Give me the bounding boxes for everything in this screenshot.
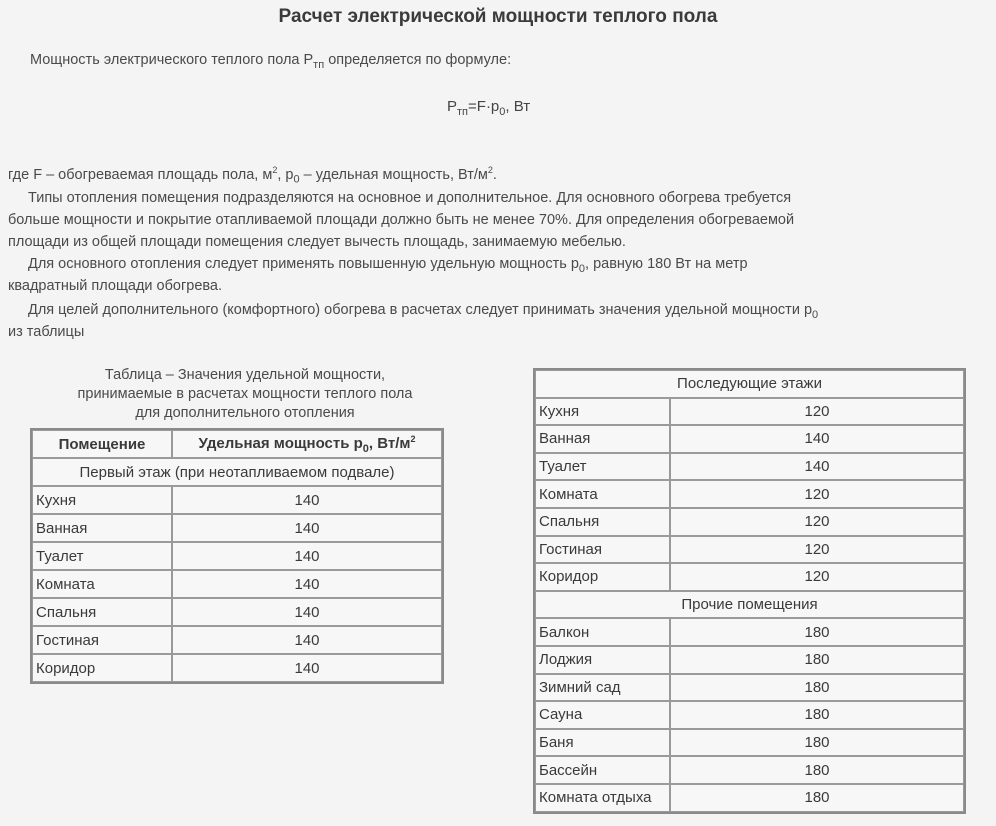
extra-heating-line-2: из таблицы <box>8 324 85 340</box>
power-value: 180 <box>670 618 964 646</box>
room-name: Зимний сад <box>535 674 670 702</box>
other-rooms-rows <box>535 618 964 811</box>
extra-heating-line-1 <box>28 302 818 321</box>
extra-heating-text: Для целей дополнительного (комфортного) обогрева в расчетах следует принимать значения удельной мощности p <box>28 302 813 318</box>
room-name: Баня <box>535 729 670 757</box>
where-paragraph <box>8 165 497 186</box>
intro-paragraph <box>30 52 511 71</box>
main-heating-line-2: квадратный площади обогрева. <box>8 278 223 294</box>
table-row <box>535 536 964 564</box>
power-value: 140 <box>670 453 964 481</box>
section-next-floors: Последующие этажи <box>535 370 964 398</box>
room-name: Лоджия <box>535 646 670 674</box>
room-name: Кухня <box>32 486 172 514</box>
section-row <box>535 370 964 398</box>
page-title: Расчет электрической мощности теплого пола <box>278 6 718 27</box>
table-row <box>32 626 442 654</box>
heating-types-line-2: больше мощности и покрытие отапливаемой площади должно быть не менее 70%. Для определения обогреваемой <box>8 212 795 228</box>
formula-mid: =F·p <box>468 98 500 115</box>
room-name: Комната <box>535 480 670 508</box>
table-row <box>32 570 442 598</box>
table-header-row <box>32 430 442 458</box>
room-name: Сауна <box>535 701 670 729</box>
where-mid: , p <box>277 166 294 183</box>
table-row <box>535 453 964 481</box>
header-power-unit: , Вт/м <box>368 434 411 452</box>
room-name: Бассейн <box>535 756 670 784</box>
room-name: Гостиная <box>535 536 670 564</box>
formula-unit: , Вт <box>505 98 531 115</box>
power-value: 120 <box>670 398 964 426</box>
table-row <box>535 563 964 591</box>
room-name: Спальня <box>535 508 670 536</box>
table-row <box>535 701 964 729</box>
intro-text: Мощность электрического теплого пола P <box>30 52 314 68</box>
section-first-floor: Первый этаж (при неотапливаемом подвале) <box>32 458 442 486</box>
section-row <box>535 591 964 619</box>
room-name: Комната отдыха <box>535 784 670 812</box>
intro-subscript: тп <box>313 58 325 71</box>
table-row <box>32 654 442 682</box>
main-heating-line-1 <box>28 256 748 275</box>
heating-types-line-1: Типы отопления помещения подразделяются на основное и дополнительное. Для основного обогрева требуется <box>28 190 792 206</box>
room-name: Ванная <box>535 425 670 453</box>
main-heating-text-end: , равную 180 Вт на метр <box>585 256 748 272</box>
power-value: 140 <box>172 514 442 542</box>
section-other-rooms: Прочие помещения <box>535 591 964 619</box>
power-value: 180 <box>670 646 964 674</box>
room-name: Туалет <box>32 542 172 570</box>
caption-line-2: принимаемые в расчетах мощности теплого пола <box>77 386 413 402</box>
table-row <box>32 598 442 626</box>
where-p0-sub: 0 <box>293 173 300 186</box>
table-row <box>535 480 964 508</box>
header-room: Помещение <box>32 430 172 458</box>
where-text: где F – обогреваемая площадь пола, м <box>8 166 273 183</box>
room-name: Спальня <box>32 598 172 626</box>
power-value: 120 <box>670 536 964 564</box>
section-row <box>32 458 442 486</box>
other-floors-table <box>533 368 966 814</box>
table-row <box>535 425 964 453</box>
power-value: 180 <box>670 784 964 812</box>
room-name: Коридор <box>32 654 172 682</box>
power-value: 140 <box>172 542 442 570</box>
room-name: Комната <box>32 570 172 598</box>
header-power-sub: 0 <box>362 442 369 455</box>
power-formula <box>447 98 530 118</box>
room-name: Гостиная <box>32 626 172 654</box>
table-row <box>535 784 964 812</box>
formula-p-sub: тп <box>457 106 469 118</box>
next-floors-rows <box>535 398 964 591</box>
table-row <box>32 514 442 542</box>
power-value: 180 <box>670 729 964 757</box>
first-floor-rows <box>32 486 442 682</box>
table-row <box>535 508 964 536</box>
table-row <box>535 729 964 757</box>
power-value: 140 <box>172 486 442 514</box>
table-row <box>535 674 964 702</box>
power-value: 140 <box>172 654 442 682</box>
table-row <box>535 646 964 674</box>
caption-line-3: для дополнительного отопления <box>135 405 355 421</box>
table-row <box>535 398 964 426</box>
room-name: Коридор <box>535 563 670 591</box>
where-sq: 2 <box>272 165 278 175</box>
power-value: 140 <box>172 598 442 626</box>
power-value: 140 <box>172 626 442 654</box>
formula-p0-sub: 0 <box>499 106 506 118</box>
header-power-sq: 2 <box>410 433 416 444</box>
power-value: 120 <box>670 508 964 536</box>
room-name: Кухня <box>535 398 670 426</box>
intro-text-end: определяется по формуле: <box>324 52 512 68</box>
table-row <box>535 756 964 784</box>
room-name: Туалет <box>535 453 670 481</box>
room-name: Ванная <box>32 514 172 542</box>
where-after: – удельная мощность, Вт/м <box>299 166 488 183</box>
power-value: 140 <box>670 425 964 453</box>
header-power <box>172 430 442 458</box>
caption-line-1: Таблица – Значения удельной мощности, <box>104 367 386 383</box>
power-value: 120 <box>670 480 964 508</box>
first-floor-table <box>30 428 444 684</box>
power-value: 120 <box>670 563 964 591</box>
main-heating-sub: 0 <box>578 262 586 275</box>
where-sq2: 2 <box>487 165 493 175</box>
room-name: Балкон <box>535 618 670 646</box>
header-power-text: Удельная мощность p <box>198 434 363 452</box>
table-row <box>32 486 442 514</box>
table-row <box>32 542 442 570</box>
extra-heating-sub: 0 <box>812 308 819 321</box>
heating-types-line-3: площади из общей площади помещения следует вычесть площадь, занимаемую мебелью. <box>8 234 626 250</box>
power-value: 180 <box>670 701 964 729</box>
main-heating-text: Для основного отопления следует применять повышенную удельную мощность p <box>28 256 579 272</box>
power-value: 180 <box>670 674 964 702</box>
power-value: 180 <box>670 756 964 784</box>
table-caption <box>40 366 450 423</box>
where-end: . <box>492 166 497 183</box>
formula-p: P <box>447 98 458 115</box>
table-row <box>535 618 964 646</box>
power-value: 140 <box>172 570 442 598</box>
